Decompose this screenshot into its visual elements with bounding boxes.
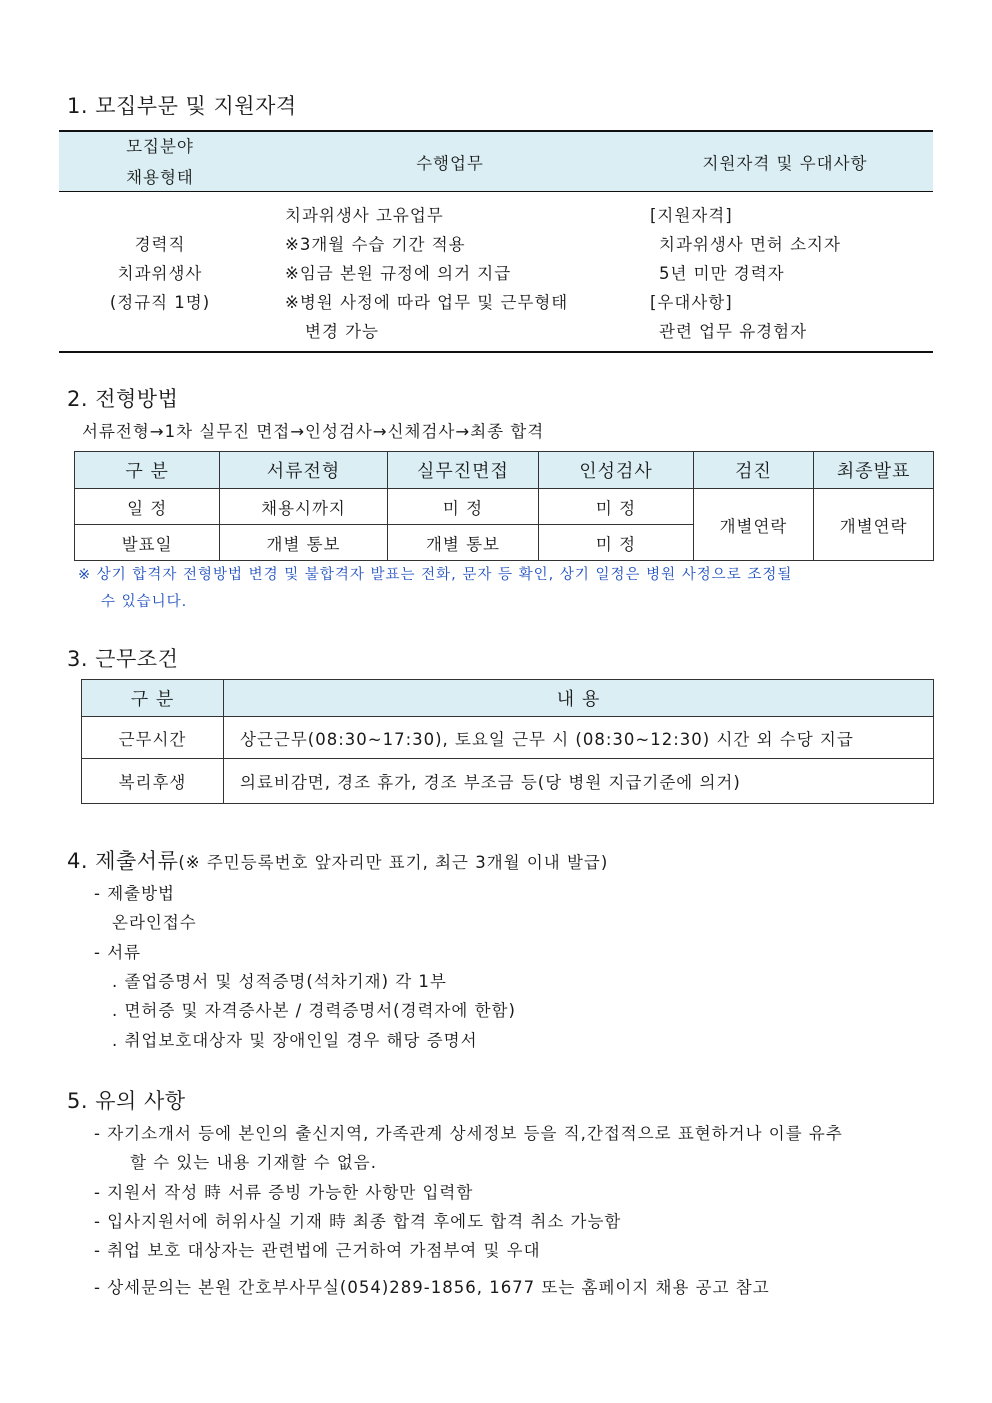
section-4-title: 4. 제출서류 (67, 849, 179, 873)
table-row (75, 489, 934, 525)
cell: 미 정 (539, 489, 693, 525)
col1-line: 치과위생사 (117, 264, 203, 283)
table-row (82, 717, 934, 759)
doc-line: - 제출방법 (94, 884, 175, 903)
section-4-heading (67, 845, 608, 875)
notice-line: - 입사지원서에 허위사실 기재 時 최종 합격 후에도 합격 취소 가능함 (94, 1212, 622, 1231)
row-value: 상근근무(08:30~17:30), 토요일 근무 시 (08:30~12:30) 시간 외 수당 지급 (224, 717, 934, 759)
th-category: 구 분 (75, 452, 220, 489)
th-checkup: 검진 (693, 452, 814, 489)
cell: 개별 통보 (220, 525, 387, 561)
notice-line: - 상세문의는 본원 간호부사무실(054)289-1856, 1677 또는 홈페이지 채용 공고 참고 (94, 1278, 770, 1297)
th-final: 최종발표 (814, 452, 934, 489)
task-line: 치과위생사 고유업무 (285, 206, 444, 225)
row-label: 복리후생 (82, 759, 224, 804)
col1-line: (정규직 1명) (109, 293, 211, 312)
th-content: 내 용 (224, 680, 934, 717)
header-qualifications: 지원자격 및 우대사항 (702, 154, 868, 173)
table-row (82, 759, 934, 804)
row-value: 의료비감면, 경조 휴가, 경조 부조금 등(당 병원 지급기준에 의거) (224, 759, 934, 804)
doc-line: . 취업보호대상자 및 장애인일 경우 해당 증명서 (112, 1031, 478, 1050)
col1-line: 경력직 (134, 235, 186, 254)
th-interview: 실무진면접 (387, 452, 539, 489)
th-personality: 인성검사 (539, 452, 693, 489)
qual-line: 관련 업무 유경험자 (659, 322, 808, 341)
section-2-heading: 2. 전형방법 (67, 387, 179, 411)
task-line: ※임금 본원 규정에 의거 지급 (285, 264, 512, 283)
selection-note-cont: 수 있습니다. (101, 594, 188, 610)
cell: 개별 통보 (387, 525, 539, 561)
th-category: 구 분 (82, 680, 224, 717)
task-line: 변경 가능 (305, 322, 380, 341)
row-label: 근무시간 (82, 717, 224, 759)
qual-line: 5년 미만 경력자 (659, 264, 785, 283)
th-documents: 서류전형 (220, 452, 387, 489)
notice-line: 할 수 있는 내용 기재할 수 없음. (130, 1153, 377, 1172)
notice-line: - 취업 보호 대상자는 관련법에 근거하여 가점부여 및 우대 (94, 1241, 541, 1260)
qual-line: 치과위생사 면허 소지자 (659, 235, 841, 254)
qual-line: [우대사항] (650, 293, 733, 312)
cell: 미 정 (539, 525, 693, 561)
header-tasks: 수행업무 (416, 154, 484, 173)
qual-line: [지원자격] (650, 206, 733, 225)
cell: 일 정 (75, 489, 220, 525)
doc-line: . 면허증 및 자격증사본 / 경력증명서(경력자에 한함) (112, 1001, 516, 1020)
section-1-heading: 1. 모집부문 및 지원자격 (67, 94, 297, 118)
section-3-heading: 3. 근무조건 (67, 647, 179, 671)
doc-line: . 졸업증명서 및 성적증명(석차기재) 각 1부 (112, 972, 447, 991)
task-line: ※3개월 수습 기간 적용 (285, 235, 466, 254)
conditions-table (81, 679, 934, 804)
table-1-bottom-rule (59, 351, 933, 353)
selection-note: ※ 상기 합격자 전형방법 변경 및 불합격자 발표는 전화, 문자 등 확인, 상기 일정은 병원 사정으로 조정될 (78, 567, 793, 583)
section-4-note: (※ 주민등록번호 앞자리만 표기, 최근 3개월 이내 발급) (178, 853, 609, 872)
task-line: ※병원 사정에 따라 업무 및 근무형태 (285, 293, 569, 312)
selection-table (74, 451, 934, 561)
cell: 발표일 (75, 525, 220, 561)
cell-final: 개별연락 (814, 489, 934, 561)
header-field: 모집분야 (126, 137, 194, 156)
header-employment-type: 채용형태 (126, 168, 194, 187)
selection-flow: 서류전형→1차 실무진 면접→인성검사→신체검사→최종 합격 (82, 422, 545, 441)
notice-line: - 자기소개서 등에 본인의 출신지역, 가족관계 상세정보 등을 직,간접적으로 표현하거나 이를 유추 (94, 1124, 843, 1143)
cell-checkup: 개별연락 (693, 489, 814, 561)
cell: 미 정 (387, 489, 539, 525)
doc-line: - 서류 (94, 943, 142, 962)
section-5-heading: 5. 유의 사항 (67, 1089, 186, 1113)
notice-line: - 지원서 작성 時 서류 증빙 가능한 사항만 입력함 (94, 1183, 474, 1202)
doc-line: 온라인접수 (112, 913, 197, 932)
cell: 채용시까지 (220, 489, 387, 525)
